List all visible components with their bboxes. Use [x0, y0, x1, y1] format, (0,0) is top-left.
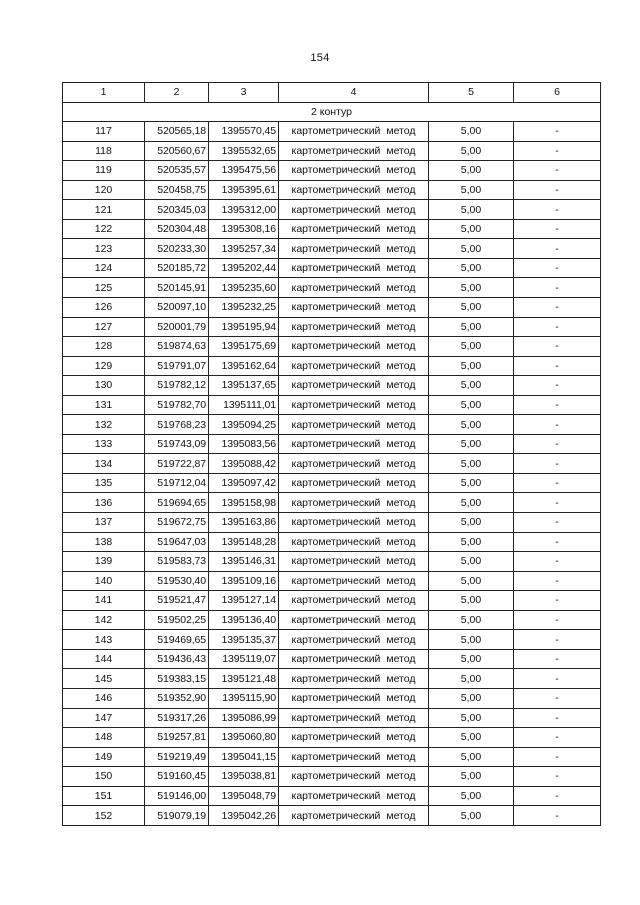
- method-cell: картометрический метод: [279, 415, 429, 435]
- x-coordinate-cell: 520304,48: [145, 219, 209, 239]
- y-coordinate-cell: 1395202,44: [209, 258, 279, 278]
- table-row: [63, 630, 601, 650]
- note-cell: -: [514, 278, 601, 298]
- y-coordinate-cell: 1395109,16: [209, 571, 279, 591]
- note-cell: -: [514, 728, 601, 748]
- method-cell: картометрический метод: [279, 161, 429, 181]
- note-cell: -: [514, 473, 601, 493]
- column-header: 3: [209, 83, 279, 103]
- table-row: [63, 239, 601, 259]
- table-row: [63, 747, 601, 767]
- accuracy-cell: 5,00: [429, 649, 514, 669]
- accuracy-cell: 5,00: [429, 239, 514, 259]
- point-number-cell: 129: [63, 356, 145, 376]
- x-coordinate-cell: 520185,72: [145, 258, 209, 278]
- accuracy-cell: 5,00: [429, 434, 514, 454]
- point-number-cell: 135: [63, 473, 145, 493]
- accuracy-cell: 5,00: [429, 415, 514, 435]
- accuracy-cell: 5,00: [429, 317, 514, 337]
- table-row: [63, 161, 601, 181]
- x-coordinate-cell: 519768,23: [145, 415, 209, 435]
- method-cell: картометрический метод: [279, 513, 429, 533]
- point-number-cell: 152: [63, 806, 145, 826]
- note-cell: -: [514, 493, 601, 513]
- column-header: 2: [145, 83, 209, 103]
- method-cell: картометрический метод: [279, 278, 429, 298]
- table-row: [63, 337, 601, 357]
- x-coordinate-cell: 519672,75: [145, 513, 209, 533]
- y-coordinate-cell: 1395121,48: [209, 669, 279, 689]
- x-coordinate-cell: 519647,03: [145, 532, 209, 552]
- point-number-cell: 118: [63, 141, 145, 161]
- point-number-cell: 130: [63, 376, 145, 396]
- accuracy-cell: 5,00: [429, 454, 514, 474]
- point-number-cell: 144: [63, 649, 145, 669]
- column-number-row: [63, 83, 601, 103]
- note-cell: -: [514, 356, 601, 376]
- x-coordinate-cell: 520233,30: [145, 239, 209, 259]
- point-number-cell: 143: [63, 630, 145, 650]
- x-coordinate-cell: 519521,47: [145, 591, 209, 611]
- table-row: [63, 434, 601, 454]
- accuracy-cell: 5,00: [429, 298, 514, 318]
- table-row: [63, 317, 601, 337]
- y-coordinate-cell: 1395532,65: [209, 141, 279, 161]
- method-cell: картометрический метод: [279, 767, 429, 787]
- note-cell: -: [514, 298, 601, 318]
- note-cell: -: [514, 669, 601, 689]
- point-number-cell: 123: [63, 239, 145, 259]
- table-row: [63, 571, 601, 591]
- note-cell: -: [514, 337, 601, 357]
- accuracy-cell: 5,00: [429, 688, 514, 708]
- accuracy-cell: 5,00: [429, 473, 514, 493]
- table-row: [63, 278, 601, 298]
- note-cell: -: [514, 532, 601, 552]
- table-row: [63, 649, 601, 669]
- table-row: [63, 200, 601, 220]
- method-cell: картометрический метод: [279, 376, 429, 396]
- method-cell: картометрический метод: [279, 473, 429, 493]
- y-coordinate-cell: 1395570,45: [209, 122, 279, 142]
- point-number-cell: 121: [63, 200, 145, 220]
- accuracy-cell: 5,00: [429, 552, 514, 572]
- method-cell: картометрический метод: [279, 630, 429, 650]
- point-number-cell: 136: [63, 493, 145, 513]
- x-coordinate-cell: 519743,09: [145, 434, 209, 454]
- accuracy-cell: 5,00: [429, 161, 514, 181]
- accuracy-cell: 5,00: [429, 708, 514, 728]
- x-coordinate-cell: 520097,10: [145, 298, 209, 318]
- point-number-cell: 133: [63, 434, 145, 454]
- accuracy-cell: 5,00: [429, 493, 514, 513]
- note-cell: -: [514, 161, 601, 181]
- method-cell: картометрический метод: [279, 649, 429, 669]
- point-number-cell: 140: [63, 571, 145, 591]
- method-cell: картометрический метод: [279, 728, 429, 748]
- table-row: [63, 767, 601, 787]
- method-cell: картометрический метод: [279, 356, 429, 376]
- note-cell: -: [514, 747, 601, 767]
- accuracy-cell: 5,00: [429, 395, 514, 415]
- x-coordinate-cell: 519694,65: [145, 493, 209, 513]
- point-number-cell: 151: [63, 786, 145, 806]
- column-header: 6: [514, 83, 601, 103]
- table-row: [63, 356, 601, 376]
- coordinates-table: [62, 82, 601, 826]
- x-coordinate-cell: 519782,12: [145, 376, 209, 396]
- table-row: [63, 669, 601, 689]
- note-cell: -: [514, 571, 601, 591]
- x-coordinate-cell: 520145,91: [145, 278, 209, 298]
- x-coordinate-cell: 519257,81: [145, 728, 209, 748]
- accuracy-cell: 5,00: [429, 258, 514, 278]
- y-coordinate-cell: 1395195,94: [209, 317, 279, 337]
- note-cell: -: [514, 454, 601, 474]
- method-cell: картометрический метод: [279, 141, 429, 161]
- method-cell: картометрический метод: [279, 434, 429, 454]
- method-cell: картометрический метод: [279, 552, 429, 572]
- x-coordinate-cell: 519530,40: [145, 571, 209, 591]
- y-coordinate-cell: 1395148,28: [209, 532, 279, 552]
- note-cell: -: [514, 688, 601, 708]
- y-coordinate-cell: 1395111,01: [209, 395, 279, 415]
- column-header: 4: [279, 83, 429, 103]
- point-number-cell: 145: [63, 669, 145, 689]
- method-cell: картометрический метод: [279, 258, 429, 278]
- note-cell: -: [514, 767, 601, 787]
- x-coordinate-cell: 520458,75: [145, 180, 209, 200]
- y-coordinate-cell: 1395136,40: [209, 610, 279, 630]
- point-number-cell: 142: [63, 610, 145, 630]
- table-row: [63, 708, 601, 728]
- note-cell: -: [514, 610, 601, 630]
- note-cell: -: [514, 434, 601, 454]
- point-number-cell: 149: [63, 747, 145, 767]
- accuracy-cell: 5,00: [429, 806, 514, 826]
- y-coordinate-cell: 1395235,60: [209, 278, 279, 298]
- table-row: [63, 493, 601, 513]
- y-coordinate-cell: 1395163,86: [209, 513, 279, 533]
- x-coordinate-cell: 519352,90: [145, 688, 209, 708]
- x-coordinate-cell: 519079,19: [145, 806, 209, 826]
- x-coordinate-cell: 519782,70: [145, 395, 209, 415]
- accuracy-cell: 5,00: [429, 219, 514, 239]
- method-cell: картометрический метод: [279, 317, 429, 337]
- method-cell: картометрический метод: [279, 493, 429, 513]
- method-cell: картометрический метод: [279, 688, 429, 708]
- method-cell: картометрический метод: [279, 454, 429, 474]
- y-coordinate-cell: 1395312,00: [209, 200, 279, 220]
- x-coordinate-cell: 519791,07: [145, 356, 209, 376]
- point-number-cell: 131: [63, 395, 145, 415]
- table-row: [63, 610, 601, 630]
- accuracy-cell: 5,00: [429, 669, 514, 689]
- point-number-cell: 122: [63, 219, 145, 239]
- x-coordinate-cell: 520001,79: [145, 317, 209, 337]
- y-coordinate-cell: 1395042,26: [209, 806, 279, 826]
- contour-label: 2 контур: [63, 102, 601, 122]
- table-row: [63, 513, 601, 533]
- x-coordinate-cell: 520560,67: [145, 141, 209, 161]
- note-cell: -: [514, 141, 601, 161]
- y-coordinate-cell: 1395475,56: [209, 161, 279, 181]
- x-coordinate-cell: 520535,57: [145, 161, 209, 181]
- note-cell: -: [514, 630, 601, 650]
- y-coordinate-cell: 1395135,37: [209, 630, 279, 650]
- y-coordinate-cell: 1395086,99: [209, 708, 279, 728]
- y-coordinate-cell: 1395097,42: [209, 473, 279, 493]
- point-number-cell: 139: [63, 552, 145, 572]
- accuracy-cell: 5,00: [429, 200, 514, 220]
- y-coordinate-cell: 1395257,34: [209, 239, 279, 259]
- method-cell: картометрический метод: [279, 786, 429, 806]
- y-coordinate-cell: 1395137,65: [209, 376, 279, 396]
- accuracy-cell: 5,00: [429, 532, 514, 552]
- table-row: [63, 786, 601, 806]
- method-cell: картометрический метод: [279, 532, 429, 552]
- point-number-cell: 120: [63, 180, 145, 200]
- point-number-cell: 150: [63, 767, 145, 787]
- method-cell: картометрический метод: [279, 591, 429, 611]
- y-coordinate-cell: 1395088,42: [209, 454, 279, 474]
- y-coordinate-cell: 1395232,25: [209, 298, 279, 318]
- table-row: [63, 395, 601, 415]
- x-coordinate-cell: 519219,49: [145, 747, 209, 767]
- x-coordinate-cell: 519502,25: [145, 610, 209, 630]
- y-coordinate-cell: 1395119,07: [209, 649, 279, 669]
- method-cell: картометрический метод: [279, 708, 429, 728]
- point-number-cell: 124: [63, 258, 145, 278]
- x-coordinate-cell: 519583,73: [145, 552, 209, 572]
- point-number-cell: 128: [63, 337, 145, 357]
- y-coordinate-cell: 1395162,64: [209, 356, 279, 376]
- x-coordinate-cell: 519436,43: [145, 649, 209, 669]
- y-coordinate-cell: 1395038,81: [209, 767, 279, 787]
- y-coordinate-cell: 1395094,25: [209, 415, 279, 435]
- y-coordinate-cell: 1395060,80: [209, 728, 279, 748]
- accuracy-cell: 5,00: [429, 180, 514, 200]
- note-cell: -: [514, 513, 601, 533]
- method-cell: картометрический метод: [279, 610, 429, 630]
- accuracy-cell: 5,00: [429, 337, 514, 357]
- table-row: [63, 806, 601, 826]
- y-coordinate-cell: 1395308,16: [209, 219, 279, 239]
- note-cell: -: [514, 395, 601, 415]
- y-coordinate-cell: 1395175,69: [209, 337, 279, 357]
- point-number-cell: 137: [63, 513, 145, 533]
- contour-header-row: [63, 102, 601, 122]
- accuracy-cell: 5,00: [429, 356, 514, 376]
- table-row: [63, 591, 601, 611]
- note-cell: -: [514, 552, 601, 572]
- method-cell: картометрический метод: [279, 571, 429, 591]
- point-number-cell: 148: [63, 728, 145, 748]
- accuracy-cell: 5,00: [429, 767, 514, 787]
- method-cell: картометрический метод: [279, 239, 429, 259]
- table-row: [63, 258, 601, 278]
- accuracy-cell: 5,00: [429, 747, 514, 767]
- point-number-cell: 138: [63, 532, 145, 552]
- note-cell: -: [514, 806, 601, 826]
- table-row: [63, 473, 601, 493]
- y-coordinate-cell: 1395048,79: [209, 786, 279, 806]
- note-cell: -: [514, 258, 601, 278]
- note-cell: -: [514, 415, 601, 435]
- point-number-cell: 117: [63, 122, 145, 142]
- x-coordinate-cell: 519712,04: [145, 473, 209, 493]
- accuracy-cell: 5,00: [429, 728, 514, 748]
- table-row: [63, 454, 601, 474]
- column-header: 1: [63, 83, 145, 103]
- point-number-cell: 134: [63, 454, 145, 474]
- point-number-cell: 141: [63, 591, 145, 611]
- method-cell: картометрический метод: [279, 219, 429, 239]
- x-coordinate-cell: 519146,00: [145, 786, 209, 806]
- x-coordinate-cell: 519722,87: [145, 454, 209, 474]
- note-cell: -: [514, 180, 601, 200]
- y-coordinate-cell: 1395083,56: [209, 434, 279, 454]
- y-coordinate-cell: 1395395,61: [209, 180, 279, 200]
- accuracy-cell: 5,00: [429, 786, 514, 806]
- x-coordinate-cell: 519160,45: [145, 767, 209, 787]
- note-cell: -: [514, 591, 601, 611]
- table-row: [63, 141, 601, 161]
- note-cell: -: [514, 317, 601, 337]
- accuracy-cell: 5,00: [429, 630, 514, 650]
- table-row: [63, 376, 601, 396]
- method-cell: картометрический метод: [279, 200, 429, 220]
- table-row: [63, 122, 601, 142]
- point-number-cell: 127: [63, 317, 145, 337]
- note-cell: -: [514, 786, 601, 806]
- table-row: [63, 219, 601, 239]
- x-coordinate-cell: 520565,18: [145, 122, 209, 142]
- y-coordinate-cell: 1395146,31: [209, 552, 279, 572]
- x-coordinate-cell: 520345,03: [145, 200, 209, 220]
- table-row: [63, 415, 601, 435]
- note-cell: -: [514, 219, 601, 239]
- table-row: [63, 180, 601, 200]
- accuracy-cell: 5,00: [429, 571, 514, 591]
- method-cell: картометрический метод: [279, 122, 429, 142]
- point-number-cell: 126: [63, 298, 145, 318]
- method-cell: картометрический метод: [279, 337, 429, 357]
- note-cell: -: [514, 649, 601, 669]
- accuracy-cell: 5,00: [429, 122, 514, 142]
- point-number-cell: 119: [63, 161, 145, 181]
- accuracy-cell: 5,00: [429, 376, 514, 396]
- table-row: [63, 298, 601, 318]
- x-coordinate-cell: 519469,65: [145, 630, 209, 650]
- accuracy-cell: 5,00: [429, 141, 514, 161]
- table-row: [63, 728, 601, 748]
- y-coordinate-cell: 1395158,98: [209, 493, 279, 513]
- method-cell: картометрический метод: [279, 180, 429, 200]
- method-cell: картометрический метод: [279, 669, 429, 689]
- note-cell: -: [514, 239, 601, 259]
- accuracy-cell: 5,00: [429, 513, 514, 533]
- column-header: 5: [429, 83, 514, 103]
- point-number-cell: 125: [63, 278, 145, 298]
- y-coordinate-cell: 1395127,14: [209, 591, 279, 611]
- page-number: 154: [310, 52, 330, 64]
- note-cell: -: [514, 708, 601, 728]
- x-coordinate-cell: 519874,63: [145, 337, 209, 357]
- y-coordinate-cell: 1395115,90: [209, 688, 279, 708]
- table-row: [63, 532, 601, 552]
- accuracy-cell: 5,00: [429, 610, 514, 630]
- note-cell: -: [514, 376, 601, 396]
- accuracy-cell: 5,00: [429, 591, 514, 611]
- table-row: [63, 552, 601, 572]
- method-cell: картометрический метод: [279, 395, 429, 415]
- note-cell: -: [514, 122, 601, 142]
- point-number-cell: 147: [63, 708, 145, 728]
- x-coordinate-cell: 519383,15: [145, 669, 209, 689]
- method-cell: картометрический метод: [279, 298, 429, 318]
- point-number-cell: 132: [63, 415, 145, 435]
- table-row: [63, 688, 601, 708]
- accuracy-cell: 5,00: [429, 278, 514, 298]
- method-cell: картометрический метод: [279, 806, 429, 826]
- y-coordinate-cell: 1395041,15: [209, 747, 279, 767]
- point-number-cell: 146: [63, 688, 145, 708]
- method-cell: картометрический метод: [279, 747, 429, 767]
- note-cell: -: [514, 200, 601, 220]
- x-coordinate-cell: 519317,26: [145, 708, 209, 728]
